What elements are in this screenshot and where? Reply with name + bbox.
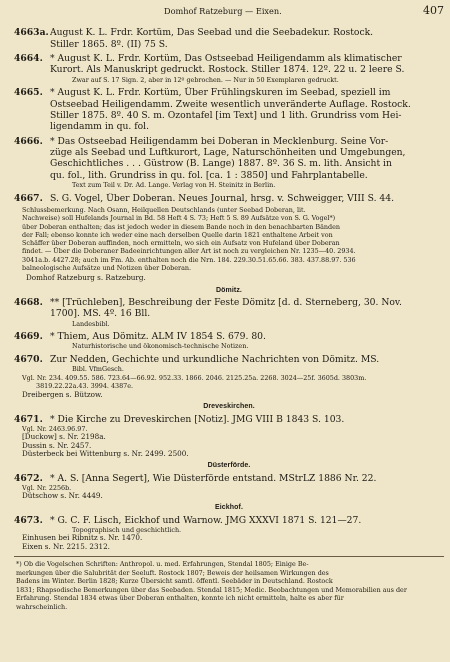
entry-line: 1700]. MS. 4º. 16 Bll. <box>50 308 151 320</box>
footnote-line: *) Ob die Vogelschen Schriften: Anthropol. u. med. Erfahrungen, Stendal 1805; Einige Be- <box>16 559 309 568</box>
entry-line: Kurort. Als Manuskript gedruckt. Rostock. Stiller 1874. 12º. 22 u. 2 leere S. <box>50 64 405 76</box>
paragraph-line: 3041a.b. 4427.28; auch im Fm. Ab. enthalten noch die Nrn. 184. 229.30.51.65.66. 383. 437.88.97. 536 <box>22 255 356 264</box>
paragraph-line: Schlussbemerkung. Nach Osann, Heilquellen Deutschlands (unter Seebad Doberan, lit. <box>22 205 306 214</box>
entry-line: * Das Ostseebad Heiligendamm bei Doberan in Mecklenburg. Seine Vor- <box>50 135 389 147</box>
footnote-line: Badens im Winter. Berlin 1828; Kurze Übersicht samtl. öffentl. Seebäder in Deutschland. Rostock <box>16 577 333 586</box>
footnote-divider <box>14 556 444 557</box>
section-heading-eickhof: Eickhof. <box>214 504 244 512</box>
entry-line: * A. S. [Anna Segert], Wie Düsterförde entstand. MStrLZ 1886 Nr. 22. <box>50 472 377 484</box>
cross-reference: Düsterbeck bei Wittenburg s. Nr. 2499. 2500. <box>22 449 189 458</box>
entry-number: 4668. <box>14 296 43 308</box>
entry-line: qu. fol., lith. Grundriss in qu. fol. [ca. 1 : 3850] und Fahrplantabelle. <box>50 169 368 181</box>
cross-reference: Dussin s. Nr. 2457. <box>22 441 92 450</box>
bibliography-entry <box>14 414 444 425</box>
entry-note: Text zum Teil v. Dr. Ad. Lange. Verlag von H. Steinitz in Berlin. <box>72 181 276 190</box>
entry-line: * Thiem, Aus Dömitz. ALM IV 1854 S. 679. 80. <box>50 331 266 343</box>
footnote-line: wahrscheinlich. <box>16 602 68 611</box>
entry-note: Landesbibl. <box>72 319 110 328</box>
bibliography-entry <box>14 136 444 189</box>
references-4670 <box>14 374 444 400</box>
bibliography-entry <box>14 297 444 328</box>
reference-line: Vgl. Nr. 2463.96.97. <box>22 425 88 434</box>
paragraph-line: Nachweise) soll Hufelands Journal in Bd. 58 Heft 4 S. 73; Heft 5 S. 89 Aufsätze von S. G. Vogel*) <box>22 214 336 223</box>
bibliography-entry <box>14 331 444 351</box>
page-header <box>14 0 444 24</box>
references-4672 <box>14 484 444 501</box>
reference-line: Vgl. Nr. 234. 409.55. 586. 723.64—66.92. 952.33. 1866. 2046. 2125.25a. 2268. 3024—25f. 3605d. 3803m. <box>22 373 367 382</box>
entry-number: 4663a. <box>14 27 49 39</box>
entry-number: 4667. <box>14 192 43 204</box>
section-heading-dreveskirchen: Dreveskirchen. <box>203 403 255 411</box>
cross-reference: Dütschow s. Nr. 4449. <box>22 492 103 501</box>
paragraph-line: der Fall; ebenso konnte ich weder eine nach derselben Quelle darin 1821 enthaltene Arbeit von <box>22 230 333 239</box>
entry-note: Naturhistorische und ökonomisch-technische Notizen. <box>72 342 249 351</box>
entry-line: * August K. L. Frdr. Kortüm, Das Ostseebad Heiligendamm als klimatischer <box>50 53 402 65</box>
entry-line: Stiller 1875. 8º. 40 S. m. Ozontafel [im Text] und 1 lith. Grundriss vom Hei- <box>50 109 402 121</box>
paragraph-line: findet. — Über die Doberaner Badeeinrichtungen aller Art ist noch zu vergleichen Nr. 1235—40. 2934. <box>22 247 356 256</box>
entry-line: Ostseebad Heiligendamm. Zweite wesentlich unveränderte Auflage. Rostock. <box>50 98 411 110</box>
entry-line: züge als Seebad und Luftkurort, Lage, Naturschönheiten und Umgebungen, <box>50 147 406 159</box>
bibliography-entry <box>14 473 444 484</box>
entry-line: Bibl. VfmGesch. <box>72 365 124 374</box>
page-number: 407 <box>423 4 444 17</box>
entry-line: Geschichtliches . . . Güstrow (B. Lange) 1887. 8º. 36 S. m. lith. Ansicht in <box>50 158 392 170</box>
entry-line: Stiller 1865. 8º. (II) 75 S. <box>50 38 168 50</box>
entry-line: * August K. L. Frdr. Kortüm, Über Frühlingskuren im Seebad, speziell im <box>50 87 391 99</box>
entry-line: Zur Nedden, Gechichte und urkundliche Nachrichten von Dömitz. MS. <box>50 353 380 365</box>
entry-number: 4665. <box>14 87 43 99</box>
footnote-line: 1831; Rhapsodische Bemerkungen über das Seebaden. Stendal 1815; Medic. Beobachtungen und Memorabilien aus der <box>16 585 407 594</box>
entry-number: 4669. <box>14 331 43 343</box>
bibliography-entry <box>14 27 444 50</box>
references-4673 <box>14 534 444 551</box>
entry-number: 4666. <box>14 135 43 147</box>
paragraph-line: balneologische Aufsätze und Notizen über Doberan. <box>22 264 192 273</box>
references-4671 <box>14 425 444 458</box>
section-heading-dusterforde: Düsterförde. <box>207 462 251 470</box>
cross-reference: Einhusen bei Ribnitz s. Nr. 1470. <box>22 534 143 543</box>
entry-line: * G. C. F. Lisch, Eickhof und Warnow. JMG XXXVI 1871 S. 121—27. <box>50 514 362 526</box>
bibliography-entry <box>14 53 444 84</box>
running-title: Domhof Ratzeburg — Eixen. <box>164 6 282 16</box>
footnote-line: merkungen über die Salubrität der Seeluft. Rostock 1807; Beweis der heilsamen Wirkungen des <box>16 568 329 577</box>
reference-line: 3819.22.22a.43. 3994. 4387e. <box>36 381 134 390</box>
cross-reference: Domhof Ratzeburg s. Ratzeburg. <box>26 274 146 283</box>
entry-line: * Die Kirche zu Dreveskirchen [Notiz]. JMG VIII B 1843 S. 103. <box>50 413 345 425</box>
paragraph-line: über Doberan enthalten; das ist jedoch weder in diesem Bande noch in den benachbarten Bänden <box>22 222 341 231</box>
entry-number: 4671. <box>14 413 43 425</box>
entry-line: ** [Trüchleben], Beschreibung der Feste Dömitz [d. d. Sterneberg, 30. Nov. <box>50 296 402 308</box>
entries-section-a <box>14 27 444 204</box>
entry-note: Zwar auf S. 17 Sign. 2, aber in 12º gebrochen. — Nur in 50 Exemplaren gedruckt. <box>72 75 339 84</box>
paragraph-line: Schäffer über Doberan auffinden, noch ermitteln, wo sich ein Aufsatz von Hufeland über Doberan <box>22 239 340 248</box>
section-heading-domitz: Dömitz. <box>216 286 242 294</box>
entry-number: 4664. <box>14 53 43 65</box>
entry-number: 4672. <box>14 472 43 484</box>
cross-reference: Eixen s. Nr. 2215. 2312. <box>22 542 110 551</box>
entry-number: 4670. <box>14 353 43 365</box>
footnote <box>14 560 444 612</box>
bibliography-entry <box>14 354 444 374</box>
bibliography-entry <box>14 193 444 204</box>
entry-number: 4673. <box>14 514 43 526</box>
bibliography-entry <box>14 87 444 132</box>
closing-remark-paragraph <box>14 206 444 283</box>
reference-line: Vgl. Nr. 2256b. <box>22 483 72 492</box>
entry-note: Topographisch und geschichtlich. <box>72 526 182 535</box>
cross-reference: [Duckow] s. Nr. 2198a. <box>22 433 106 442</box>
bibliography-entry <box>14 515 444 535</box>
entries-section-b <box>14 297 444 374</box>
entry-line: ligendamm in qu. fol. <box>50 121 150 133</box>
footnote-line: Erfahrung. Stendal 1834 etwas über Doberan enthalten, konnte ich nicht ermitteln, halte es aber für <box>16 594 344 603</box>
entry-line: August K. L. Frdr. Kortüm, Das Seebad und die Seebadekur. Rostock. <box>50 27 374 39</box>
cross-reference: Dreibergen s. Bützow. <box>22 391 103 400</box>
entry-line: S. G. Vogel, Über Doberan. Neues Journal, hrsg. v. Schweigger, VIII S. 44. <box>50 192 395 204</box>
